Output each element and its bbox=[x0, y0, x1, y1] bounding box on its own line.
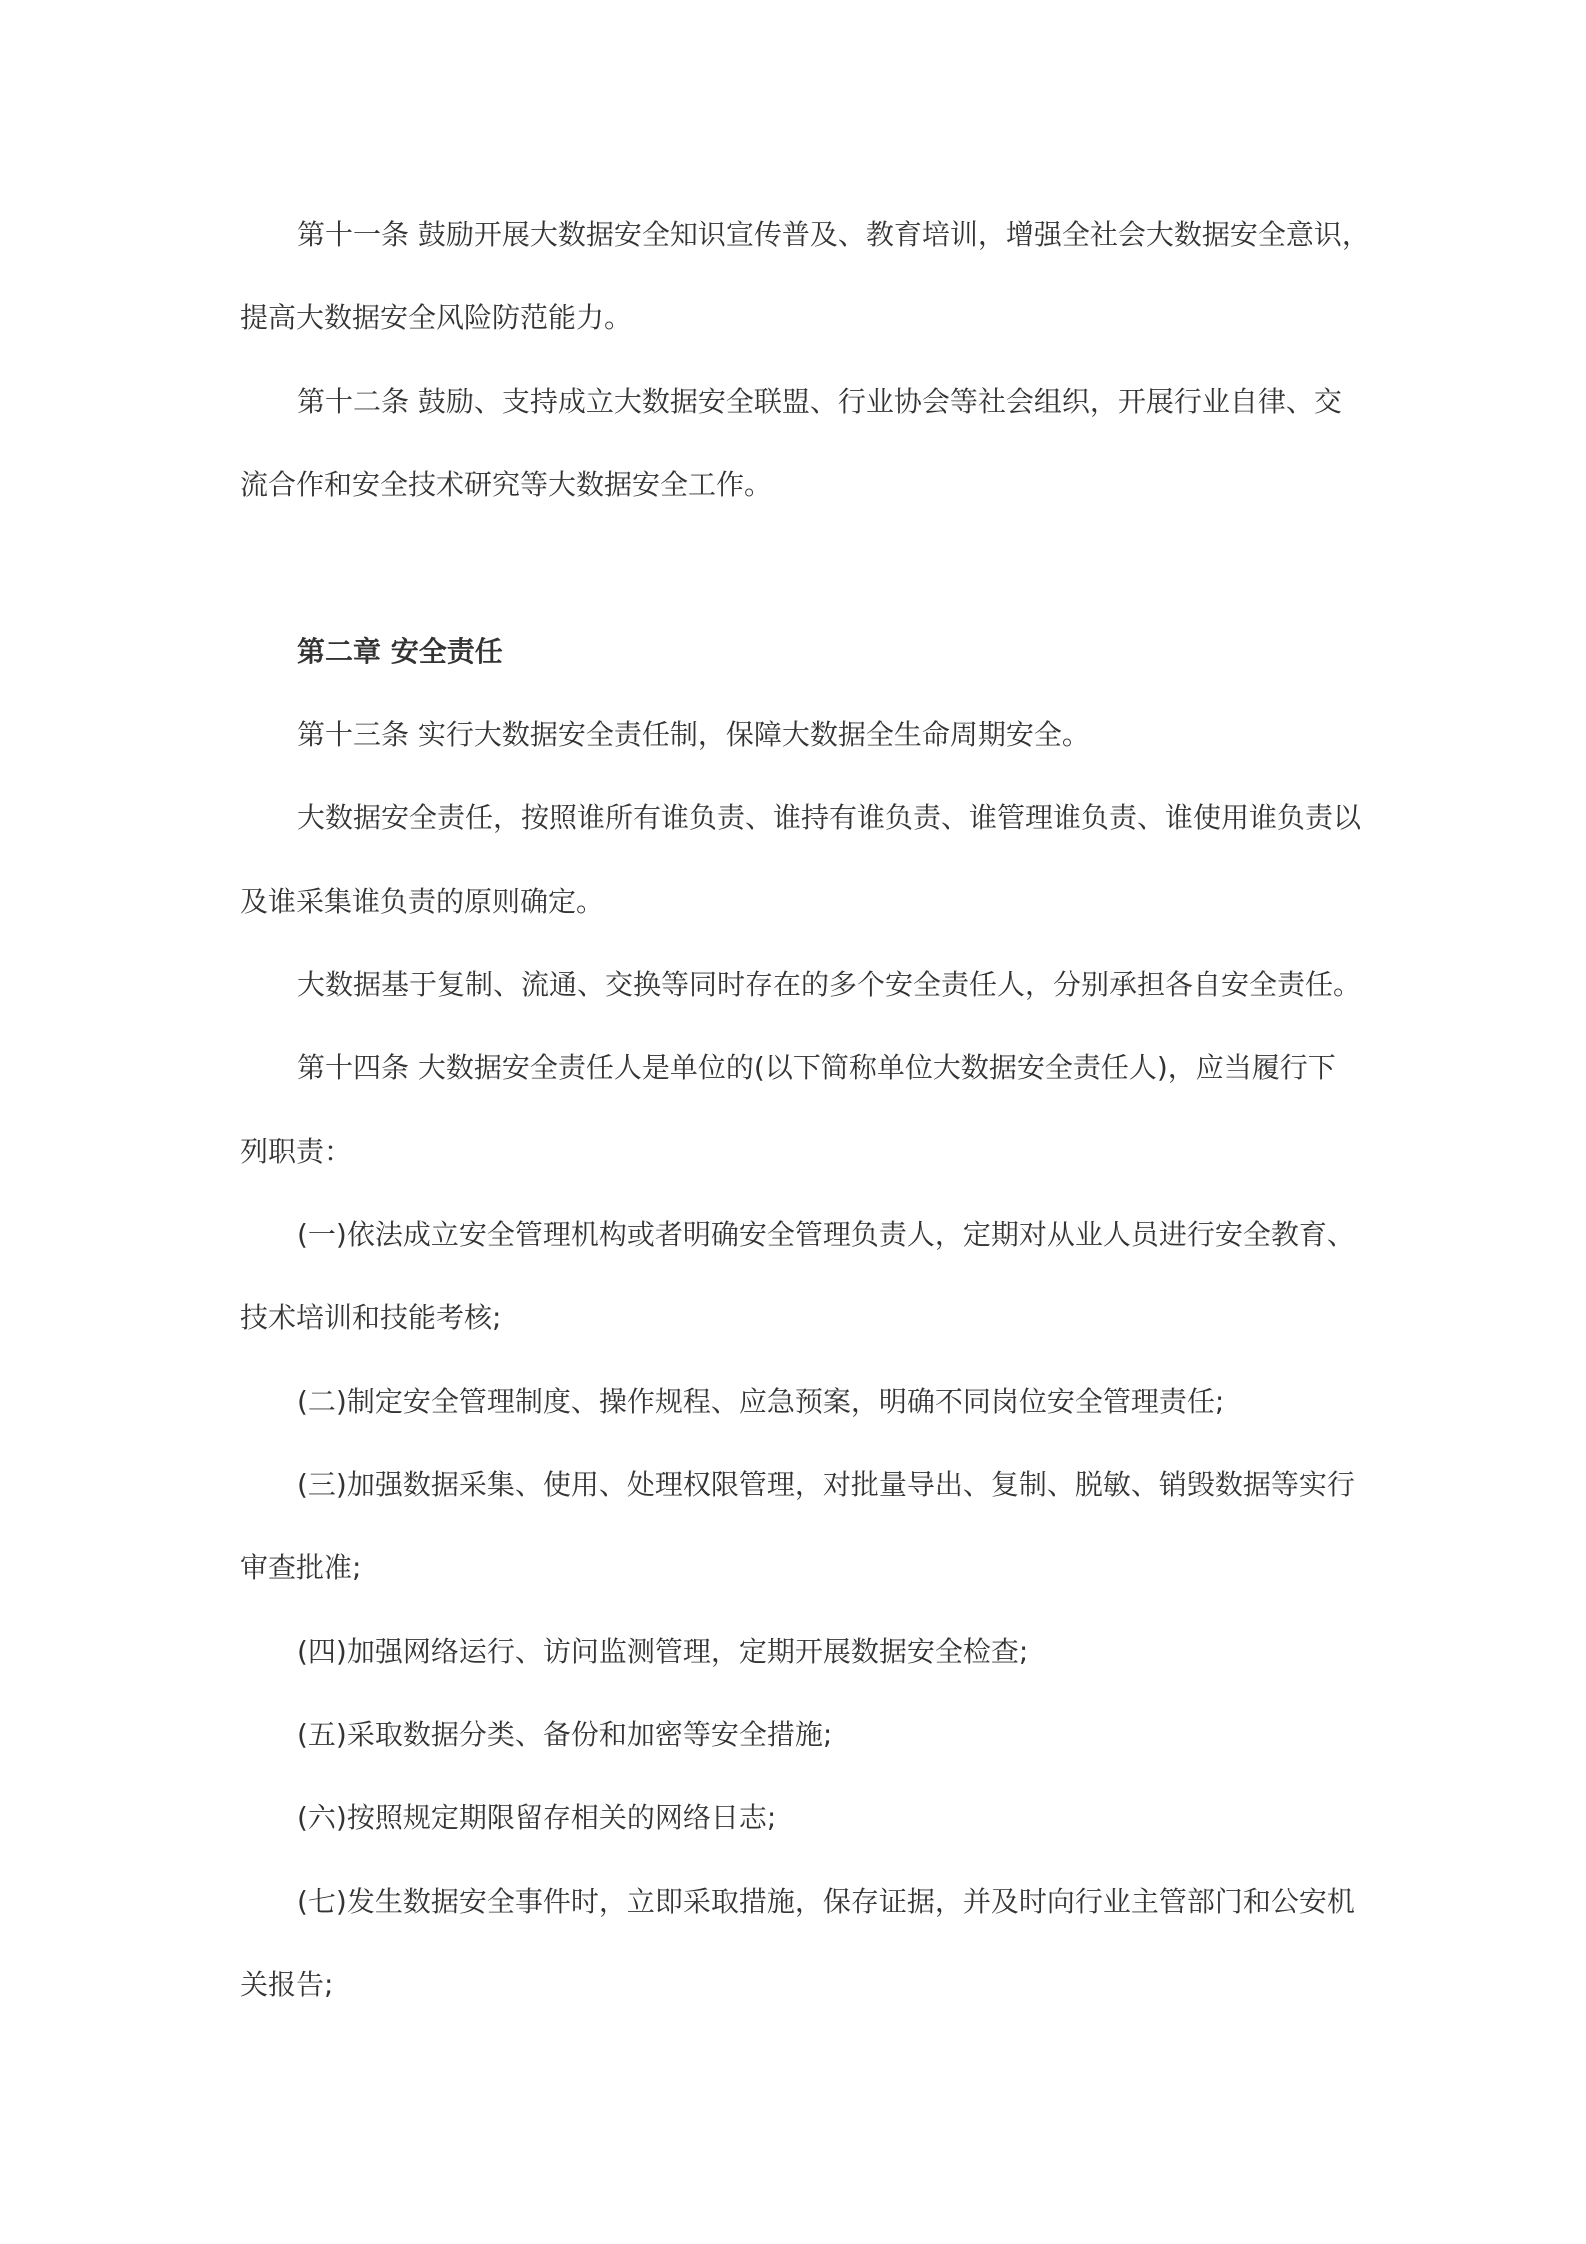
item-5: (五)采取数据分类、备份和加密等安全措施; bbox=[297, 1718, 833, 1751]
item-1-line-1: (一)依法成立安全管理机构或者明确安全管理负责人，定期对从业人员进行安全教育、 bbox=[297, 1218, 1355, 1251]
article-13-line-1: 第十三条 实行大数据安全责任制，保障大数据全生命周期安全。 bbox=[297, 718, 1090, 751]
article-12-line-2: 流合作和安全技术研究等大数据安全工作。 bbox=[240, 468, 773, 501]
article-14-line-2: 列职责： bbox=[240, 1135, 353, 1168]
item-7-line-2: 关报告; bbox=[240, 1968, 334, 2001]
article-13-para-3: 大数据基于复制、流通、交换等同时存在的多个安全责任人，分别承担各自安全责任。 bbox=[297, 968, 1362, 1001]
article-11-line-1: 第十一条 鼓励开展大数据安全知识宣传普及、教育培训，增强全社会大数据安全意识， bbox=[297, 218, 1370, 251]
item-6: (六)按照规定期限留存相关的网络日志; bbox=[297, 1801, 777, 1834]
item-7-line-1: (七)发生数据安全事件时，立即采取措施，保存证据，并及时向行业主管部门和公安机 bbox=[297, 1885, 1355, 1918]
article-13-para-2-line-1: 大数据安全责任，按照谁所有谁负责、谁持有谁负责、谁管理谁负责、谁使用谁负责以 bbox=[297, 801, 1362, 834]
article-14-line-1: 第十四条 大数据安全责任人是单位的(以下简称单位大数据安全责任人)，应当履行下 bbox=[297, 1051, 1336, 1084]
item-3-line-2: 审查批准; bbox=[240, 1551, 362, 1584]
article-13-para-2-line-2: 及谁采集谁负责的原则确定。 bbox=[240, 885, 605, 918]
item-4: (四)加强网络运行、访问监测管理，定期开展数据安全检查; bbox=[297, 1635, 1029, 1668]
chapter-heading: 第二章 安全责任 bbox=[297, 635, 503, 668]
item-1-line-2: 技术培训和技能考核; bbox=[240, 1301, 502, 1334]
item-2: (二)制定安全管理制度、操作规程、应急预案，明确不同岗位安全管理责任; bbox=[297, 1385, 1225, 1418]
article-11-line-2: 提高大数据安全风险防范能力。 bbox=[240, 301, 633, 334]
item-3-line-1: (三)加强数据采集、使用、处理权限管理，对批量导出、复制、脱敏、销毁数据等实行 bbox=[297, 1468, 1355, 1501]
article-12-line-1: 第十二条 鼓励、支持成立大数据安全联盟、行业协会等社会组织，开展行业自律、交 bbox=[297, 385, 1342, 418]
